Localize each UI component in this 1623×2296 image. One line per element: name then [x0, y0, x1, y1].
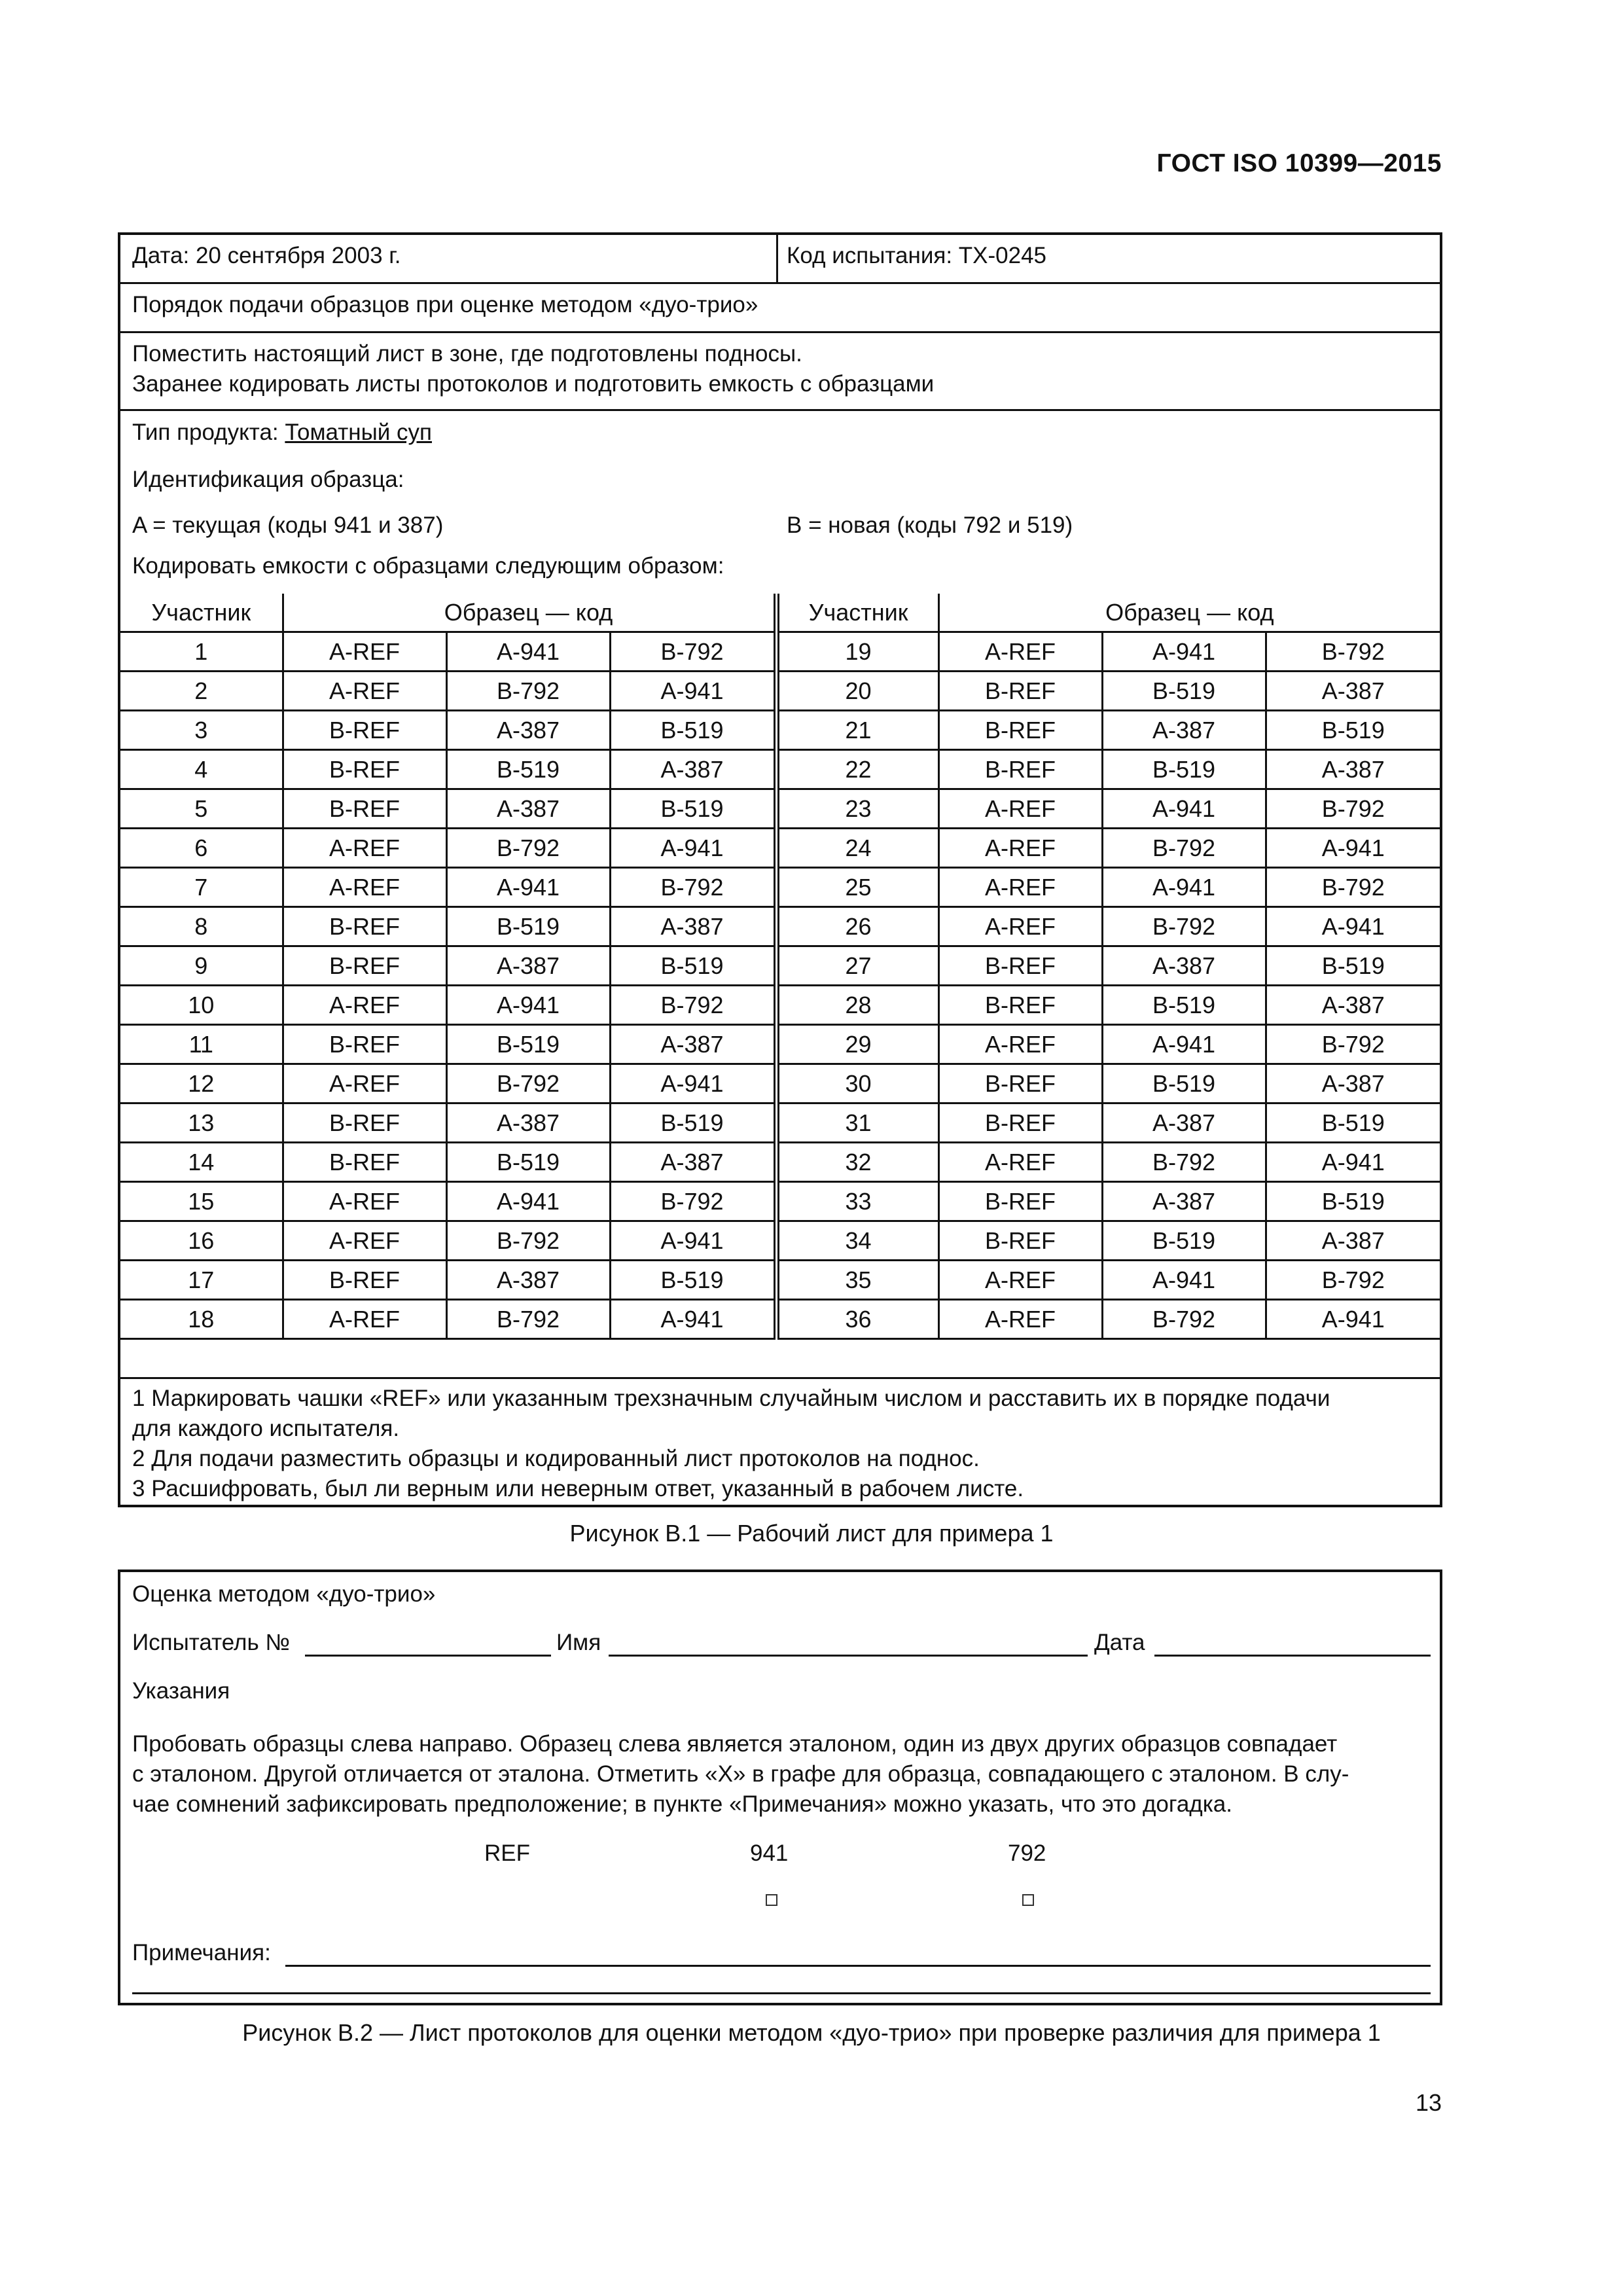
- ref-code-cell: A-REF: [283, 829, 446, 868]
- ref-code-cell: B-REF: [283, 1143, 446, 1182]
- participant-number-cell: 21: [776, 711, 938, 750]
- sample-code-cell: A-387: [1266, 1064, 1440, 1103]
- sample-code-cell: B-792: [1102, 1143, 1266, 1182]
- participant-number-cell: 35: [776, 1261, 938, 1300]
- table-row: [120, 829, 1440, 868]
- sample-code-cell: B-519: [446, 1025, 610, 1064]
- ref-code-cell: A-REF: [938, 1261, 1102, 1300]
- participant-header: Участник: [120, 594, 283, 632]
- ref-code-cell: A-REF: [283, 1221, 446, 1261]
- participant-number-cell: 12: [120, 1064, 283, 1103]
- ref-code-cell: A-REF: [938, 1025, 1102, 1064]
- sample-code-cell: A-941: [610, 1221, 776, 1261]
- sample-code-cell: A-941: [446, 986, 610, 1025]
- ref-code-cell: A-REF: [938, 632, 1102, 672]
- participant-number-cell: 2: [120, 672, 283, 711]
- ref-code-cell: B-REF: [938, 750, 1102, 789]
- sample-code-cell: B-519: [1266, 711, 1440, 750]
- worksheet-title: Порядок подачи образцов при оценке методом «дуо-трио»: [132, 292, 758, 317]
- sample-code-cell: B-792: [446, 829, 610, 868]
- ref-code-cell: B-REF: [938, 1221, 1102, 1261]
- participant-number-cell: 28: [776, 986, 938, 1025]
- participant-number-cell: 33: [776, 1182, 938, 1221]
- table-row: [120, 1064, 1440, 1103]
- ref-code-cell: B-REF: [938, 672, 1102, 711]
- footnote-line: 3 Расшифровать, был ли верным или неверным ответ, указанный в рабочем листе.: [132, 1476, 1024, 1501]
- sample-code-cell: B-792: [1266, 1025, 1440, 1064]
- participant-number-cell: 18: [120, 1300, 283, 1339]
- sample-code-cell: A-941: [1266, 829, 1440, 868]
- sample-code-cell: B-792: [1102, 1300, 1266, 1339]
- sample-code-cell: A-941: [446, 868, 610, 907]
- paragraph-line: с эталоном. Другой отличается от эталона. Отметить «X» в графе для образца, совпадающего с эталоном. В слу-: [132, 1761, 1349, 1787]
- sample-code-cell: B-519: [1102, 986, 1266, 1025]
- ref-code-cell: A-REF: [938, 829, 1102, 868]
- sample-code-cell: A-941: [1102, 1025, 1266, 1064]
- ref-code-cell: A-REF: [938, 868, 1102, 907]
- sample-code-cell: A-941: [1266, 907, 1440, 946]
- ref-code-cell: B-REF: [938, 986, 1102, 1025]
- sample-code-cell: A-941: [446, 1182, 610, 1221]
- sample-code-cell: B-792: [446, 1300, 610, 1339]
- sample-code-cell: A-387: [1266, 750, 1440, 789]
- ref-code-cell: B-REF: [938, 711, 1102, 750]
- participant-number-cell: 7: [120, 868, 283, 907]
- checkbox-792[interactable]: [1022, 1894, 1034, 1906]
- sample-code-cell: A-941: [1266, 1143, 1440, 1182]
- coding-note: Кодировать емкости с образцами следующим образом:: [132, 553, 724, 579]
- sample-code-cell: B-792: [610, 986, 776, 1025]
- participant-number-cell: 20: [776, 672, 938, 711]
- table-row: [120, 789, 1440, 829]
- name-field[interactable]: [609, 1655, 1088, 1657]
- sample-code-cell: B-792: [1266, 789, 1440, 829]
- checkbox-941[interactable]: [766, 1894, 777, 1906]
- sample-code-cell: A-941: [610, 1300, 776, 1339]
- participant-number-cell: 29: [776, 1025, 938, 1064]
- ref-code-cell: B-REF: [283, 711, 446, 750]
- sample-code-header: Образец — код: [938, 594, 1440, 632]
- table-row: [120, 711, 1440, 750]
- sample-code-cell: B-519: [1266, 1182, 1440, 1221]
- sample-ref-label: REF: [484, 1840, 530, 1866]
- ref-code-cell: A-REF: [283, 632, 446, 672]
- remarks-field-line2[interactable]: [132, 1992, 1431, 1994]
- paragraph-line: чае сомнений зафиксировать предположение; в пункте «Примечания» можно указать, что это догадка.: [132, 1791, 1232, 1817]
- ref-code-cell: B-REF: [938, 946, 1102, 986]
- date-input-field[interactable]: [1154, 1655, 1431, 1657]
- sample-code-cell: B-519: [1102, 750, 1266, 789]
- sample-code-cell: B-792: [610, 1182, 776, 1221]
- sample-code-table: [120, 594, 1440, 1340]
- protocol-sheet-figure: [118, 1570, 1442, 2005]
- sample-code-cell: A-387: [1266, 672, 1440, 711]
- participant-number-cell: 9: [120, 946, 283, 986]
- sample-code-cell: B-792: [1102, 829, 1266, 868]
- table-row: [120, 868, 1440, 907]
- participant-number-cell: 17: [120, 1261, 283, 1300]
- table-row: [120, 986, 1440, 1025]
- worksheet-figure: [118, 232, 1442, 1507]
- name-label: Имя: [556, 1630, 601, 1655]
- sample-code-cell: B-792: [1102, 907, 1266, 946]
- sample-code-cell: A-387: [446, 789, 610, 829]
- participant-number-cell: 1: [120, 632, 283, 672]
- participant-number-cell: 32: [776, 1143, 938, 1182]
- sample-code-cell: A-941: [610, 672, 776, 711]
- sample-code-cell: A-387: [610, 750, 776, 789]
- sample-code-cell: A-941: [610, 829, 776, 868]
- sample-code-cell: B-792: [446, 1064, 610, 1103]
- participant-number-cell: 3: [120, 711, 283, 750]
- sample-code-cell: A-387: [446, 1103, 610, 1143]
- participant-number-cell: 14: [120, 1143, 283, 1182]
- table-row: [120, 1143, 1440, 1182]
- sample-code-cell: A-941: [1102, 1261, 1266, 1300]
- sample-a-label: A = текущая (коды 941 и 387): [132, 512, 444, 538]
- figure-caption: Рисунок B.2 — Лист протоколов для оценки методом «дуо-трио» при проверке различия для примера 1: [242, 2019, 1381, 2046]
- divider: [120, 282, 1440, 284]
- sample-code-cell: A-387: [1102, 946, 1266, 986]
- ref-code-cell: A-REF: [283, 1300, 446, 1339]
- sample-code-cell: B-792: [610, 632, 776, 672]
- instructions-paragraph: [132, 1729, 1435, 1820]
- participant-number-cell: 25: [776, 868, 938, 907]
- product-label: Тип продукта:: [132, 420, 285, 445]
- page-number: 13: [1415, 2089, 1442, 2116]
- sample-code-cell: B-792: [610, 868, 776, 907]
- standard-code: ГОСТ ISO 10399—2015: [1156, 149, 1442, 177]
- sample-code-cell: B-519: [446, 907, 610, 946]
- product-type: [132, 418, 432, 447]
- ref-code-cell: A-REF: [938, 1300, 1102, 1339]
- participant-number-cell: 30: [776, 1064, 938, 1103]
- ref-code-cell: B-REF: [283, 1103, 446, 1143]
- ref-code-cell: A-REF: [938, 789, 1102, 829]
- sample-code-cell: B-519: [446, 1143, 610, 1182]
- sample-code-cell: A-941: [1102, 789, 1266, 829]
- table-row: [120, 1025, 1440, 1064]
- figure-caption: Рисунок B.1 — Рабочий лист для примера 1: [569, 1520, 1054, 1547]
- table-row: [120, 1221, 1440, 1261]
- sample-code-cell: B-792: [446, 672, 610, 711]
- sample-code-header: Образец — код: [283, 594, 776, 632]
- participant-header: Участник: [776, 594, 938, 632]
- sample-b-label: B = новая (коды 792 и 519): [787, 512, 1073, 538]
- sample-code-cell: B-792: [1266, 868, 1440, 907]
- sample-code-cell: A-941: [1102, 632, 1266, 672]
- ref-code-cell: A-REF: [283, 868, 446, 907]
- remarks-field[interactable]: [285, 1965, 1431, 1967]
- participant-number-cell: 15: [120, 1182, 283, 1221]
- participant-number-cell: 22: [776, 750, 938, 789]
- table-row: [120, 632, 1440, 672]
- ref-code-cell: B-REF: [283, 1261, 446, 1300]
- sample-code-cell: B-519: [1266, 946, 1440, 986]
- ref-code-cell: B-REF: [283, 750, 446, 789]
- product-value: Томатный суп: [285, 420, 432, 445]
- sample-code-cell: A-387: [610, 1025, 776, 1064]
- sample-code-cell: A-387: [446, 1261, 610, 1300]
- participant-number-cell: 10: [120, 986, 283, 1025]
- sample-code-cell: A-387: [1102, 1182, 1266, 1221]
- ref-code-cell: B-REF: [283, 907, 446, 946]
- date-field: Дата: 20 сентября 2003 г.: [132, 243, 401, 268]
- ref-code-cell: B-REF: [283, 1025, 446, 1064]
- identification-label: Идентификация образца:: [132, 467, 404, 492]
- instruction-line: Поместить настоящий лист в зоне, где подготовлены подносы.: [132, 341, 802, 367]
- sample-code-cell: A-941: [610, 1064, 776, 1103]
- test-code-field: Код испытания: TX-0245: [787, 243, 1047, 268]
- divider: [120, 331, 1440, 333]
- protocol-title: Оценка методом «дуо-трио»: [132, 1581, 436, 1607]
- table-row: [120, 1261, 1440, 1300]
- sample-code-cell: A-387: [1266, 1221, 1440, 1261]
- table-row: [120, 946, 1440, 986]
- footnote-line: для каждого испытателя.: [132, 1416, 400, 1441]
- ref-code-cell: B-REF: [283, 789, 446, 829]
- participant-number-cell: 11: [120, 1025, 283, 1064]
- sample-code-cell: B-519: [610, 711, 776, 750]
- sample-code-cell: B-519: [610, 1261, 776, 1300]
- footnote-line: 2 Для подачи разместить образцы и кодированный лист протоколов на поднос.: [132, 1446, 980, 1471]
- header-divider: [776, 235, 778, 283]
- participant-number-cell: 24: [776, 829, 938, 868]
- sample-code-cell: A-941: [1266, 1300, 1440, 1339]
- table-row: [120, 750, 1440, 789]
- participant-number-cell: 16: [120, 1221, 283, 1261]
- tester-number-field[interactable]: [305, 1655, 551, 1657]
- footnotes: [132, 1384, 1330, 1504]
- table-row: [120, 1103, 1440, 1143]
- ref-code-cell: A-REF: [283, 1182, 446, 1221]
- sample-code-cell: B-792: [446, 1221, 610, 1261]
- ref-code-cell: B-REF: [938, 1064, 1102, 1103]
- sample-code-cell: A-387: [1102, 711, 1266, 750]
- sample-code-cell: B-519: [1102, 672, 1266, 711]
- table-row: [120, 1300, 1440, 1339]
- ref-code-cell: A-REF: [283, 1064, 446, 1103]
- participant-number-cell: 6: [120, 829, 283, 868]
- instructions-label: Указания: [132, 1678, 230, 1704]
- sample-code-cell: B-519: [1102, 1064, 1266, 1103]
- ref-code-cell: A-REF: [283, 672, 446, 711]
- sample-code-cell: B-519: [610, 789, 776, 829]
- ref-code-cell: A-REF: [938, 1143, 1102, 1182]
- participant-number-cell: 19: [776, 632, 938, 672]
- table-row: [120, 672, 1440, 711]
- participant-number-cell: 36: [776, 1300, 938, 1339]
- participant-number-cell: 8: [120, 907, 283, 946]
- sample-code-cell: B-792: [1266, 1261, 1440, 1300]
- ref-code-cell: B-REF: [938, 1182, 1102, 1221]
- tester-label: Испытатель №: [132, 1630, 290, 1655]
- ref-code-cell: A-REF: [283, 986, 446, 1025]
- participant-number-cell: 13: [120, 1103, 283, 1143]
- sample-code-cell: A-387: [446, 946, 610, 986]
- sample-code-cell: A-387: [446, 711, 610, 750]
- sample-code-cell: B-519: [446, 750, 610, 789]
- participant-number-cell: 31: [776, 1103, 938, 1143]
- ref-code-cell: B-REF: [938, 1103, 1102, 1143]
- table-header-row: [120, 594, 1440, 632]
- remarks-label: Примечания:: [132, 1940, 271, 1965]
- sample-code-cell: B-519: [610, 1103, 776, 1143]
- sample-code-cell: A-941: [446, 632, 610, 672]
- table-row: [120, 907, 1440, 946]
- sample-code-cell: B-519: [1102, 1221, 1266, 1261]
- participant-number-cell: 26: [776, 907, 938, 946]
- ref-code-cell: B-REF: [283, 946, 446, 986]
- sample-code-cell: A-387: [610, 1143, 776, 1182]
- sample-code-cell: B-519: [1266, 1103, 1440, 1143]
- ref-code-cell: A-REF: [938, 907, 1102, 946]
- participant-number-cell: 23: [776, 789, 938, 829]
- participant-number-cell: 27: [776, 946, 938, 986]
- date-label: Дата: [1094, 1630, 1145, 1655]
- divider: [120, 1377, 1440, 1379]
- sample-code-cell: B-519: [610, 946, 776, 986]
- sample-code-cell: B-792: [1266, 632, 1440, 672]
- participant-number-cell: 4: [120, 750, 283, 789]
- sample-code-cell: A-387: [610, 907, 776, 946]
- divider: [120, 409, 1440, 411]
- sample-792-label: 792: [1008, 1840, 1046, 1866]
- sample-code-cell: A-387: [1266, 986, 1440, 1025]
- sample-941-label: 941: [750, 1840, 789, 1866]
- instruction-line: Заранее кодировать листы протоколов и подготовить емкость с образцами: [132, 371, 935, 397]
- sample-code-cell: A-941: [1102, 868, 1266, 907]
- sample-code-cell: A-387: [1102, 1103, 1266, 1143]
- participant-number-cell: 5: [120, 789, 283, 829]
- paragraph-line: Пробовать образцы слева направо. Образец слева является эталоном, один из двух других образцов совпадает: [132, 1731, 1338, 1757]
- participant-number-cell: 34: [776, 1221, 938, 1261]
- footnote-line: 1 Маркировать чашки «REF» или указанным трехзначным случайным числом и расставить их в порядке подачи: [132, 1386, 1330, 1411]
- table-row: [120, 1182, 1440, 1221]
